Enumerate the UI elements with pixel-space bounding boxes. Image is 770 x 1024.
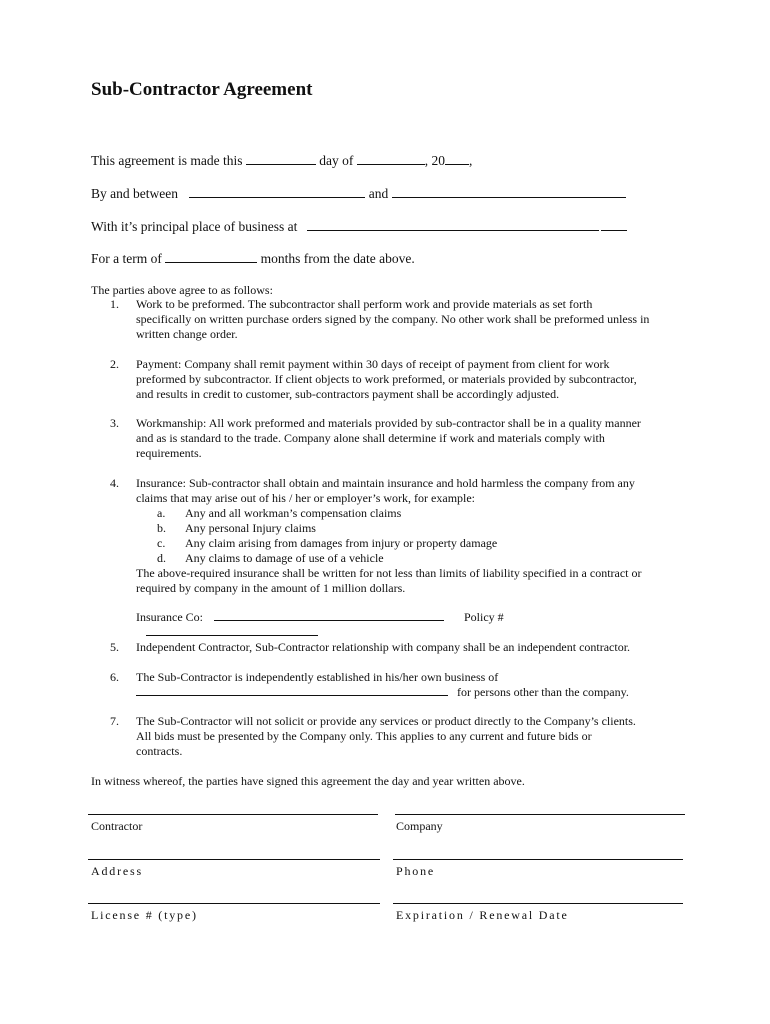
insurance-requirement-line: The above-required insurance shall be written for not less than limits of liability specified in a contract or: [136, 566, 642, 580]
clause-line: Payment: Company shall remit payment within 30 days of receipt of payment from client for work: [136, 357, 610, 371]
place-prefix: With it’s principal place of business at: [91, 219, 298, 234]
made-end: ,: [468, 153, 473, 168]
policy-field[interactable]: [146, 625, 318, 636]
page-title: Sub-Contractor Agreement: [91, 79, 313, 100]
clause-line: All bids must be presented by the Company only. This applies to any current and future bids or: [136, 729, 592, 743]
expiration-label: Expiration / Renewal Date: [396, 908, 569, 922]
month-field[interactable]: [357, 152, 425, 165]
license-line[interactable]: [88, 903, 380, 904]
insurance-requirement-line: required by company in the amount of 1 million dollars.: [136, 581, 406, 595]
clause-number: 3.: [110, 416, 119, 430]
business-type-field[interactable]: [136, 685, 448, 696]
clause-line: Independent Contractor, Sub-Contractor relationship with company shall be an independent contractor.: [136, 640, 631, 654]
company-signature-line[interactable]: [395, 814, 685, 815]
expiration-line[interactable]: [393, 903, 683, 904]
insurance-item: b. Any personal Injury claims: [157, 521, 316, 535]
insurance-list: [157, 506, 497, 566]
agreement-date-line: [91, 152, 472, 169]
clause-2: [110, 357, 690, 402]
year-field[interactable]: [445, 152, 469, 165]
clause-line: The Sub-Contractor will not solicit or provide any services or product directly to the Company’s clients.: [136, 714, 636, 728]
clause-line: Insurance: Sub-contractor shall obtain and maintain insurance and hold harmless the company from any: [136, 476, 635, 490]
clause-number: 1.: [110, 297, 119, 311]
clause-6: [110, 670, 690, 700]
clause-line: The Sub-Contractor is independently established in his/her own business of: [136, 670, 499, 684]
clause-number: 4.: [110, 476, 119, 490]
insurance-co-field[interactable]: [214, 610, 444, 621]
clause-line: specifically on written purchase orders signed by the company. No other work shall be preformed unless in: [136, 312, 650, 326]
day-field[interactable]: [246, 152, 316, 165]
clause-line: Work to be preformed. The subcontractor shall perform work and provide materials as set forth: [136, 297, 593, 311]
insurance-fields: [136, 610, 676, 640]
clause-number: 5.: [110, 640, 119, 654]
made-day-label: day of: [319, 153, 354, 168]
clause-line: Workmanship: All work preformed and materials provided by sub-contractor shall be in a quality manner: [136, 416, 641, 430]
clause-number: 7.: [110, 714, 119, 728]
insurance-item: d. Any claims to damage of use of a vehicle: [157, 551, 384, 565]
insurance-requirement: [136, 566, 642, 596]
parties-intro: The parties above agree to as follows:: [91, 283, 273, 297]
term-prefix: For a term of: [91, 251, 162, 266]
place-extra-field[interactable]: [601, 218, 627, 231]
made-prefix: This agreement is made this: [91, 153, 243, 168]
clause-5: [110, 640, 690, 655]
clause-line: requirements.: [136, 446, 202, 460]
term-suffix: months from the date above.: [260, 251, 415, 266]
contractor-label: Contractor: [91, 819, 143, 833]
clause-line: claims that may arise out of his / her or employer’s work, for example:: [136, 491, 476, 505]
insurance-item: c. Any claim arising from damages from injury or property damage: [157, 536, 498, 550]
term-months-field[interactable]: [165, 250, 257, 263]
phone-label: Phone: [396, 864, 435, 878]
clause-line: and results in credit to customer, sub-contractors payment shall be accordingly adjusted.: [136, 387, 560, 401]
between-prefix: By and between: [91, 186, 178, 201]
clause-1: [110, 297, 690, 342]
place-of-business-line: [91, 218, 627, 235]
policy-label: Policy #: [463, 610, 504, 624]
clause-3: [110, 416, 690, 461]
clause-line: contracts.: [136, 744, 183, 758]
term-line: [91, 250, 415, 267]
insurance-item: a. Any and all workman’s compensation claims: [157, 506, 402, 520]
party-two-field[interactable]: [392, 185, 626, 198]
clause-line: and as is standard to the trade. Company alone shall determine if work and materials comply with: [136, 431, 605, 445]
clause-line: written change order.: [136, 327, 238, 341]
made-year-label: , 20: [424, 153, 445, 168]
clause-number: 6.: [110, 670, 119, 684]
clause-4: [110, 476, 690, 506]
phone-line[interactable]: [393, 859, 683, 860]
contractor-signature-line[interactable]: [88, 814, 378, 815]
parties-line: [91, 185, 626, 202]
clause-number: 2.: [110, 357, 119, 371]
witness-statement: In witness whereof, the parties have signed this agreement the day and year written above.: [91, 774, 525, 788]
clause-6-suffix: for persons other than the company.: [457, 685, 629, 699]
place-of-business-field[interactable]: [307, 218, 599, 231]
license-label: License # (type): [91, 908, 198, 922]
clause-line: preformed by subcontractor. If client objects to work preformed, or materials provided by subcontractor,: [136, 372, 637, 386]
address-label: Address: [91, 864, 143, 878]
insurance-co-label: Insurance Co:: [136, 610, 203, 624]
party-one-field[interactable]: [189, 185, 365, 198]
between-and: and: [368, 186, 389, 201]
address-line[interactable]: [88, 859, 380, 860]
clause-7: [110, 714, 690, 759]
company-label: Company: [396, 819, 443, 833]
